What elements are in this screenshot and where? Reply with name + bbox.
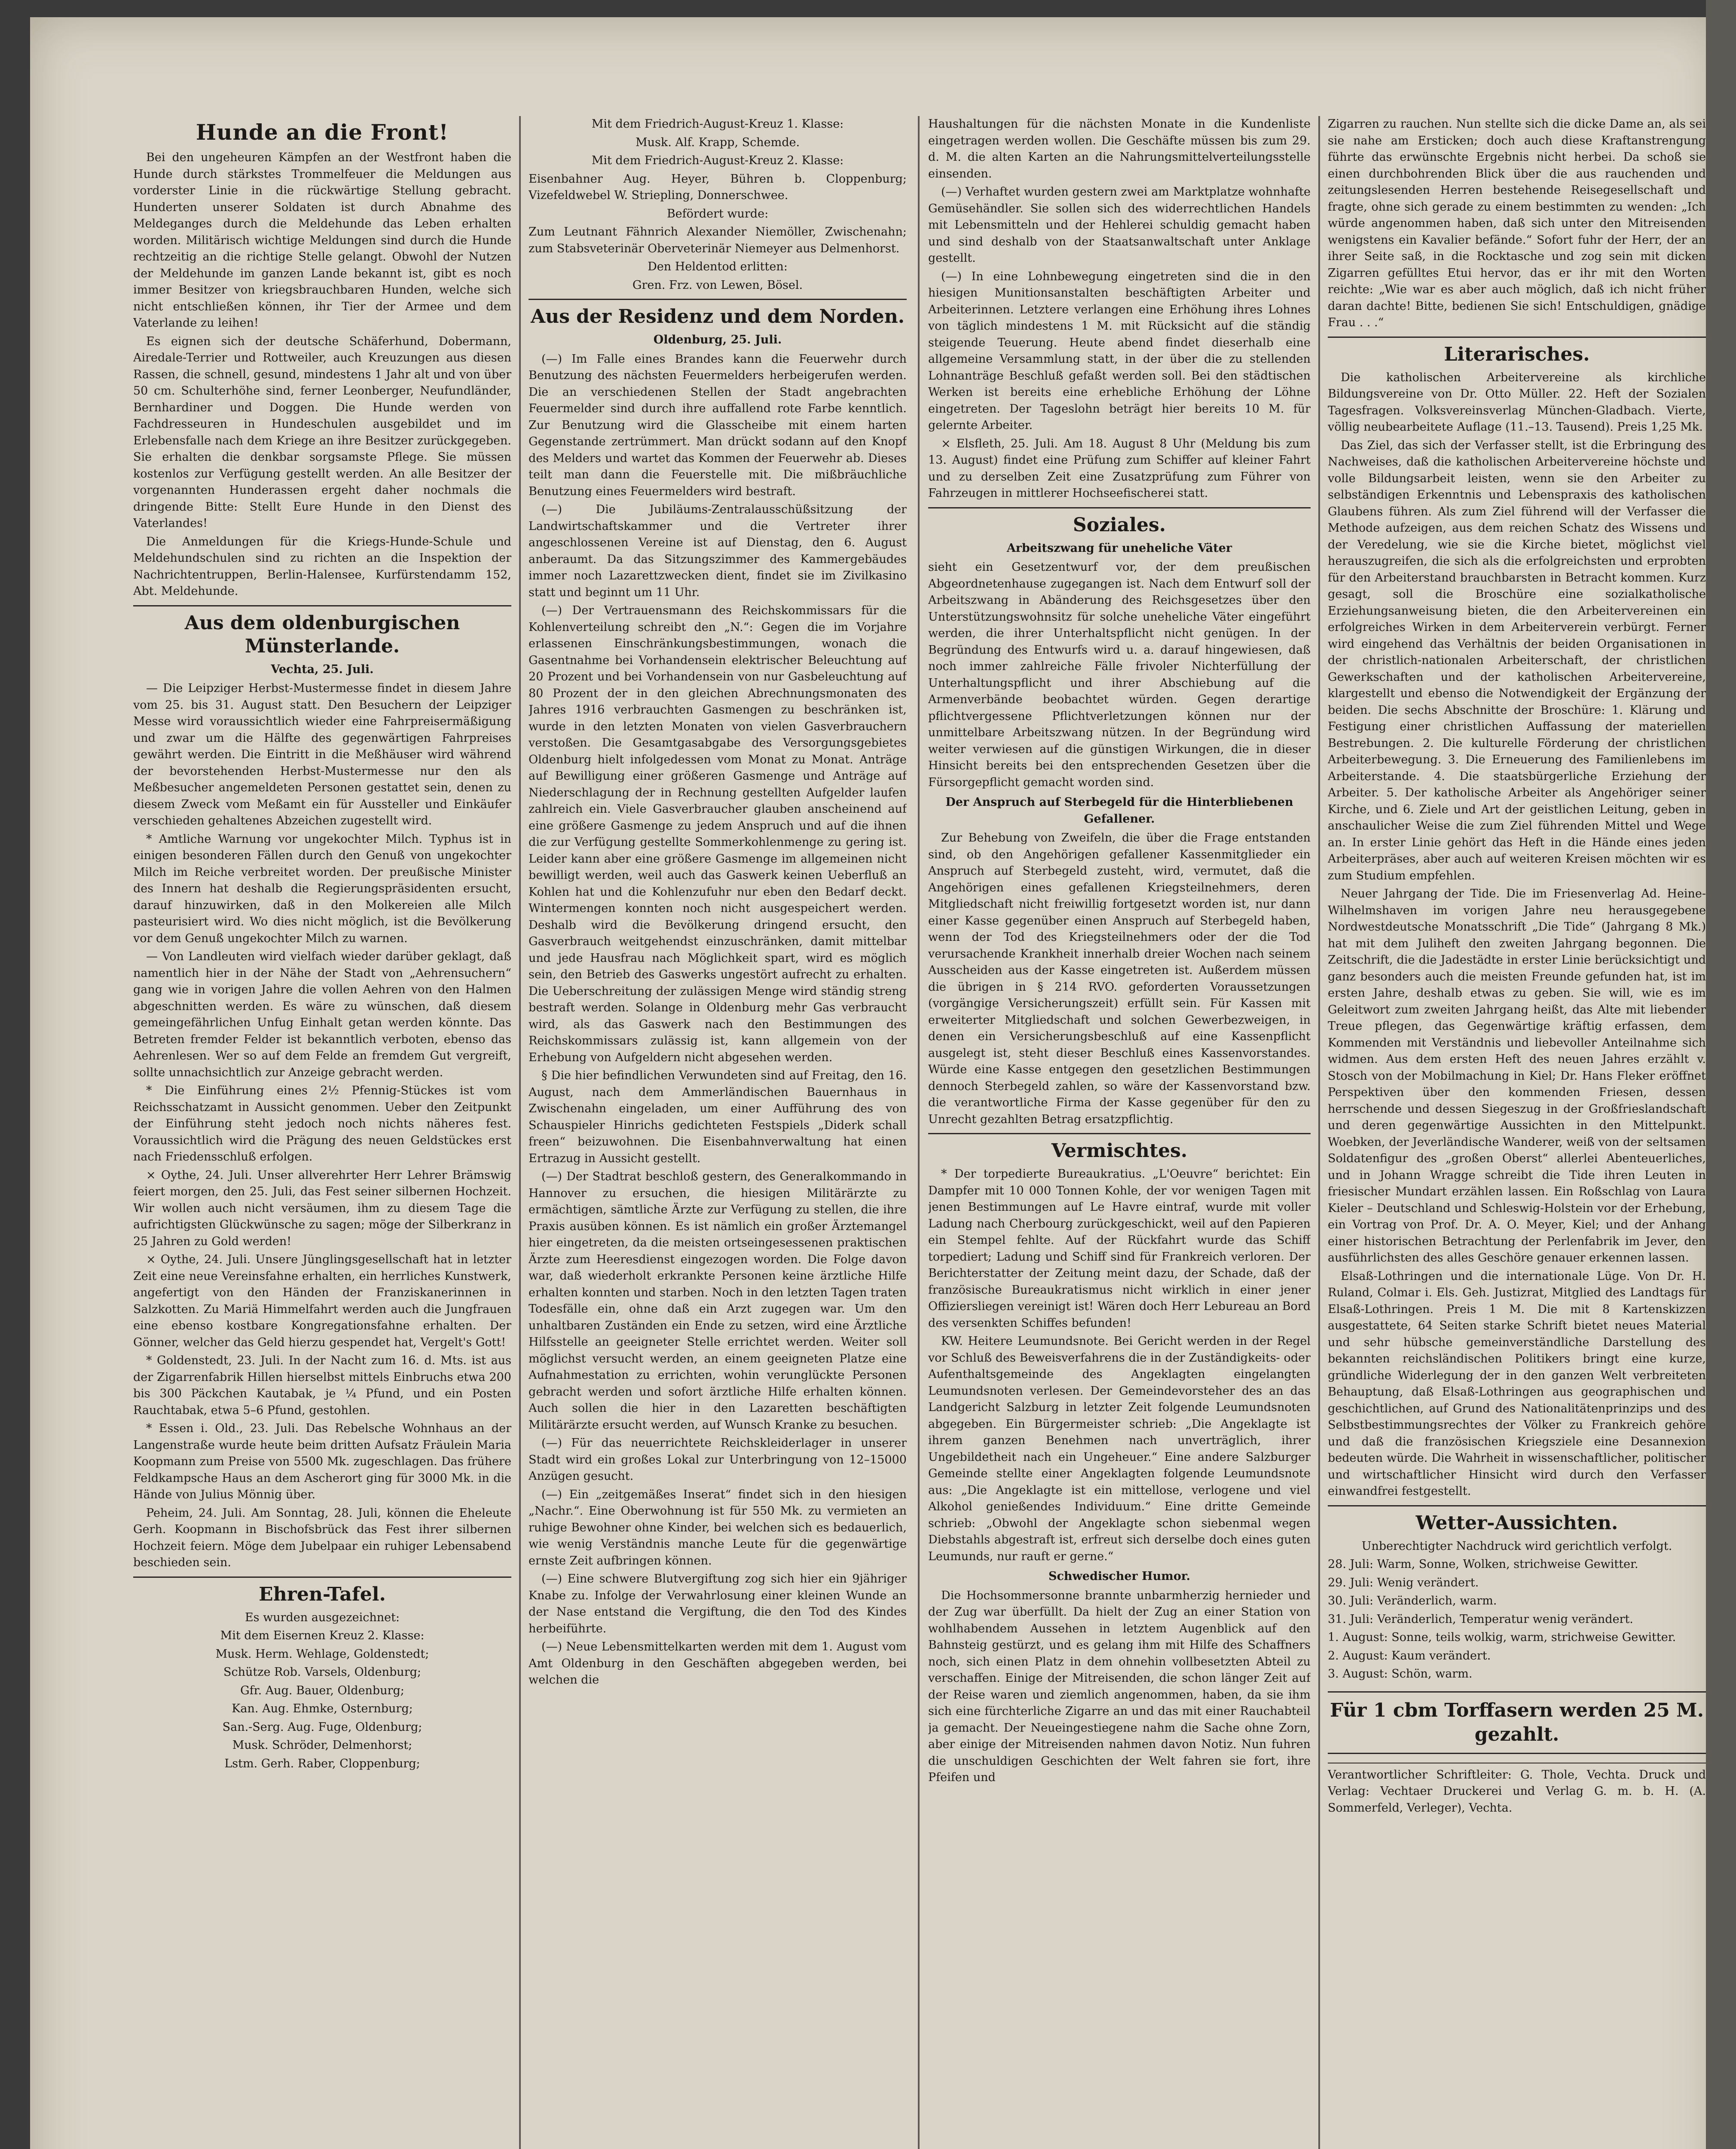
paragraph: × Elsfleth, 25. Juli. Am 18. August 8 Uhr (Meldung bis zum 13. August) findet eine Prüfung zum Schiffer auf kleiner Fahrt und zu derselben Zeit eine Zusatzprüfung zum Führer von Fahrzeugen in mittlerer Hochseefischerei statt. [928,437,1311,500]
honor-line: Gren. Frz. von Lewen, Bösel. [632,278,803,292]
honor-line: Befördert wurde: [666,207,769,220]
advertisement-torffasern: Für 1 cbm Torffasern werden 25 M. gezahlt. [1328,1691,1706,1754]
divider [529,299,907,300]
paragraph: — Von Landleuten wird vielfach wieder darüber geklagt, daß namentlich hier in der Nähe der Stadt von „Aehrensuchern“ gang wie in vorigen Jahre die vollen Aehren von den Halmen abgeschnitten werden. Es wäre zu wünschen, daß diesem gemeingefährlichen Unfug Einhalt getan werden könnte. Das Betreten fremder Felder ist bekanntlich verboten, ebenso das Aehrenlesen. Wer so auf dem Felde an fremdem Gut vergreift, sollte unnachsichtlich zur Anzeige gebracht werden. [133,950,511,1079]
paragraph: (—) Eine schwere Blutvergiftung zog sich hier ein 9jähriger Knabe zu. Infolge der Verwahrlosung einer kleinen Wunde an der Nase entstand die Vergiftung, die den Tod des Kindes herbeiführte. [529,1572,907,1635]
weather-row: 29. Juli: Wenig verändert. [1328,1576,1479,1589]
column-4 [1328,116,1706,2149]
honor-line: San.-Serg. Aug. Fuge, Oldenburg; [222,1720,422,1734]
paragraph: Zigarren zu rauchen. Nun stellte sich die dicke Dame an, als sei sie nahe am Ersticken; doch auch diese Kraftanstrengung führte das erwünschte Ergebnis nicht herbei. Da schoß sie einen durchbohrenden Blick über die aus rauchenden und zeitungslesenden Herren bestehende Reisegesellschaft und fragte, ohne sich gerade zu einem bestimmten zu wenden: „Ich würde angenommen haben, daß sich unter den Mitreisenden wenigstens ein Kavalier befände.“ Sofort fuhr der Herr, der an ihrer Seite saß, in die Rocktasche und zog sein mit dicken Zigarren gefülltes Etui hervor, das er ihr mit den Worten reichte: „Wie war es aber auch möglich, daß ich nicht früher daran dachte! Bitte, bedienen Sie sich! Entschuldigen, gnädige Frau . . .“ [1328,117,1706,329]
scan-edge [1706,0,1736,2149]
section-heading-vermischtes: Vermischtes. [1051,1140,1188,1162]
headline-hunde: Hunde an die Front! [196,119,449,145]
paragraph: * Amtliche Warnung vor ungekochter Milch. Typhus ist in einigen besonderen Fällen durch den Genuß von ungekochter Milch im Reiche verbreitet worden. Der preußische Minister des Innern hat deshalb die Regierungspräsidenten ersucht, darauf hinzuwirken, daß in den Molkereien alle Milch pasteurisiert wird. Wo dies nicht möglich, ist die Bevölkerung vor dem Genuß ungekochter Milch zu warnen. [133,832,511,945]
paragraph: × Oythe, 24. Juli. Unser allverehrter Herr Lehrer Brämswig feiert morgen, den 25. Juli, das Fest seiner silbernen Hochzeit. Wir wollen auch nicht versäumen, ihm zu diesem Tage die aufrichtigsten Glückwünsche zu sagen; möge der Silberkranz in 25 Jahren zu Gold werden! [133,1168,511,1248]
weather-row: 30. Juli: Veränderlich, warm. [1328,1594,1497,1607]
honor-line: Gfr. Aug. Bauer, Oldenburg; [240,1684,404,1697]
weather-row: 31. Juli: Veränderlich, Temperatur wenig verändert. [1328,1612,1633,1626]
paragraph: KW. Heitere Leumundsnote. Bei Gericht werden in der Regel vor Schluß des Beweisverfahrens die in der Zuständigkeits- oder Aufenthaltsgemeinde des Angeklagten eingelangten Leumundsnoten verlesen. Der Gemeindevorsteher des an das Landgericht Salzburg in letzter Zeit folgende Leumundsnoten abgegeben. Ein Bürgermeister schrieb: „Die Angeklagte ist ihrem ganzen Benehmen nach unverträglich, ihrer Ungebildetheit nach ein Ungeheuer.“ Eine andere Salzburger Gemeinde stellte einer Angeklagten folgende Leumundsnote aus: „Die Angeklagte ist ein mittellose, verlogene und viel Alkohol genießendes Individuum.“ Eine dritte Gemeinde schrieb: „Obwohl der Angeklagte schon siebenmal wegen Diebstahls abgestraft ist, erfreut sich derselbe doch eines guten Leumunds, nur rauft er gerne.“ [928,1335,1311,1563]
paragraph: Bei den ungeheuren Kämpfen an der Westfront haben die Hunde durch stärkstes Trommelfeuer die Meldungen aus vorderster Linie in die rückwärtige Stellung gebracht. Hunderten unserer Soldaten ist durch Abnahme des Meldeganges durch die Meldehunde das Leben erhalten worden. Militärisch wichtige Meldungen sind durch die Hunde rechtzeitig an die richtige Stelle gelangt. Obwohl der Nutzen der Meldehunde im ganzen Lande bekannt ist, gibt es noch immer Besitzer von kriegsbrauchbaren Hunden, welche sich nicht entschließen können, ihr Tier der Armee und dem Vaterlande zu leihen! [133,151,511,330]
divider [928,507,1311,508]
paragraph: Es eignen sich der deutsche Schäferhund, Dobermann, Airedale-Terrier und Rottweiler, auch Kreuzungen aus diesen Rassen, die schnell, gesund, mindestens 1 Jahr alt und von über 50 cm. Schulterhöhe sind, ferner Leonberger, Neufundländer, Bernhardiner und Doggen. Die Hunde werden von Fachdresseuren in Hundeschulen ausgebildet und im Erlebensfalle nach dem Kriege an ihre Besitzer zurückgegeben. Sie erhalten die denkbar sorgsamste Pflege. Sie müssen kostenlos zur Verfügung gestellt werden. An alle Besitzer der vorgenannten Hunderassen ergeht daher nochmals die dringende Bitte: Stellt Eure Hunde in den Dienst des Vaterlandes! [133,334,511,530]
honor-line: Kan. Aug. Ehmke, Osternburg; [232,1702,413,1715]
column-2 [529,116,907,2149]
paragraph: * Essen i. Old., 23. Juli. Das Rebelsche Wohnhaus an der Langenstraße wurde heute beim dritten Aufsatz Fräulein Maria Koopmann zum Preise von 5500 Mk. zugeschlagen. Das frühere Feldkampsche Haus an dem Ascherort ging für 3000 Mk. in die Hände von Julius Mönnig über. [133,1422,511,1501]
divider [133,1577,511,1578]
column-rule [1318,116,1320,2149]
dateline: Oldenburg, 25. Juli. [653,333,782,346]
paragraph: sieht ein Gesetzentwurf vor, der dem preußischen Abgeordnetenhause zugegangen ist. Nach dem Entwurf soll der Arbeitszwang in Abänderung des Reichsgesetzes über den Unterstützungswohnsitz für solche uneheliche Väter eingeführt werden, die ihrer Unterhaltspflicht nicht genügen. In der Begründung des Entwurfs wird u. a. darauf hingewiesen, daß noch immer zahlreiche Fälle frivoler Nichterfüllung der Unterhaltungspflicht und ihrer Abschiebung auf die Armenverbände beobachtet würden. Gegen derartige pflichtvergessene Pflichtverletzungen können nur der unmittelbare Arbeitszwang nützen. In der Begründung wird weiter verwiesen auf die günstigen Wirkungen, die in dieser Hinsicht bereits bei den entsprechenden Gesetzen über die Fürsorgepflicht gemacht worden sind. [928,560,1311,789]
section-heading-soziales: Soziales. [1073,514,1166,536]
paragraph: (—) Die Jubiläums-Zentralausschüßsitzung der Landwirtschaftskammer und die Vertreter ihrer angeschlossenen Vereine ist auf Dienstag, den 6. August anberaumt. Da das Sitzungszimmer des Kammergebäudes immer noch Lazarettzwecken dient, findet sie im Zivilkasino statt und beginnt um 11 Uhr. [529,503,907,599]
column-rule [519,116,521,2149]
imprint: Verantwortlicher Schriftleiter: G. Thole, Vechta. Druck und Verlag: Vechtaer Druckerei und Verlag G. m. b. H. (A. Sommerfeld, Verleger), Vechta. [1328,1763,1706,1817]
weather-row: 1. August: Sonne, teils wolkig, warm, strichweise Gewitter. [1328,1631,1676,1644]
honor-line: Mit dem Friedrich-August-Kreuz 1. Klasse: [591,117,844,131]
paragraph: (—) Für das neuerrichtete Reichskleiderlager in unserer Stadt wird ein großes Lokal zur Unterbringung von 12–15000 Anzügen gesucht. [529,1436,907,1483]
honor-line: Zum Leutnant Fähnrich Alexander Niemöller, Zwischenahn; zum Stabsveterinär Oberveterinär Niemeyer aus Delmenhorst. [529,225,907,255]
column-rule [918,116,920,2149]
subheading: Arbeitszwang für uneheliche Väter [1006,541,1232,555]
section-heading-ehrentafel: Ehren-Tafel. [259,1583,386,1605]
subheading: Schwedischer Humor. [1048,1570,1191,1583]
honor-line: Den Heldentod erlitten: [648,260,788,273]
paragraph: (—) Der Vertrauensmann des Reichskommissars für die Kohlenverteilung schreibt den „N.“: Gegen die im Vorjahre erlassenen Einschränkungsbestimmungen, wonach die Gasentnahme bei Vorhandensein elektrischer Beleuchtung auf 20 Prozent und bei Vorhandensein von nur Gasbeleuchtung auf 80 Prozent der in den gleichen Abrechnungsmonaten des Jahres 1916 verbrauchten Gasmengen zu beschränken ist, wurde in den letzten Monaten von vielen Gasverbrauchern verstoßen. Die Gesamtgasabgabe des Versorgungsgebietes Oldenburg hielt infolgedessen vom Monat zu Monat. Anträge auf Bewilligung einer größeren Gasmenge und Anträge auf Niederschlagung der in Rechnung gestellten Aufgelder laufen zahlreich ein. Viele Gasverbraucher glauben anscheinend auf eine größere Gasmenge zu jedem Anspruch und auf die ihnen die zur Verfügung gestellte Sommerkohlenmenge zu gering ist. Leider kann aber eine größere Gasmenge im allgemeinen nicht bewilligt werden, weil auch das Gaswerk keinen Ueberfluß an Kohlen hat und die Kohlenzufuhr nur eben den Bedarf deckt. Wintermengen konnten noch nicht ausgespeichert werden. Deshalb wird die Bevölkerung dringend ersucht, den Gasverbrauch weitgehendst einzuschränken, damit mittelbar und jede Hausfrau nach Möglichkeit spart, wird es möglich sein, den Betrieb des Gaswerks ungestört aufrecht zu erhalten. Die Ueberschreitung der zulässigen Menge wird ständig streng bestraft werden. Solange in Oldenburg mehr Gas verbraucht wird, als das Gaswerk nach den Bestimmungen des Reichskommissars zulässig ist, kann allgemein von der Erhebung von Aufgeldern nicht abgesehen werden. [529,604,907,1064]
paragraph: Die Anmeldungen für die Kriegs-Hunde-Schule und Meldehundschulen sind zu richten an die Inspektion der Nachrichtentruppen, Berlin-Halensee, Kurfürstendamm 152, Abt. Meldehunde. [133,535,511,598]
paragraph: (—) Ein „zeitgemäßes Inserat“ findet sich in den hiesigen „Nachr.“. Eine Oberwohnung ist für 550 Mk. zu vermieten an ruhige Bewohner ohne Kinder, bei welchen sich es bedauerlich, wie wenig Verständnis manche Leute für die gegenwärtige ernste Zeit aufbringen können. [529,1488,907,1567]
honor-line: Mit dem Friedrich-August-Kreuz 2. Klasse: [591,154,844,167]
paragraph: Peheim, 24. Juli. Am Sonntag, 28. Juli, können die Eheleute Gerh. Koopmann in Bischofsbrück das Fest ihrer silbernen Hochzeit feiern. Möge dem Jubelpaar ein ruhiger Lebensabend beschieden sein. [133,1506,511,1569]
section-heading-wetter: Wetter-Aussichten. [1415,1512,1618,1534]
paragraph: (—) In eine Lohnbewegung eingetreten sind die in den hiesigen Munitionsanstalten beschäftigten Arbeiter und Arbeiterinnen. Letztere verlangen eine Erhöhung ihres Lohnes von täglich mindestens 1 M. mit Rücksicht auf die ständig steigende Teuerung. Heute abend findet dieserhalb eine allgemeine Versammlung statt, in der über die zu stellenden Lohnanträge Beschluß gefaßt werden soll. Bei den städtischen Werken ist bereits eine erhebliche Erhöhung der Löhne eingetreten. Der Tageslohn beträgt hier bereits 10 M. für gelernte Arbeiter. [928,269,1311,432]
paragraph: Die Hochsommersonne brannte unbarmherzig hernieder und der Zug war überfüllt. Da hielt der Zug an einer Station von wohlhabendem Aussehen in letztem Augenblick auf den Bahnsteig gestürzt, und es gelang ihm mit Hilfe des Schaffners noch, sich einen Platz in dem ohnehin vollbesetzten Abteil zu verschaffen. Einige der Mitreisenden, die schon länger Zeit auf der Reise waren und ziemlich angenommen, haben, da sie ihm sich eine fürchterliche Zigarre an und das mit einer Rauchabteil ja gemacht. Der Neueingestiegene nahm die Sache ohne Zorn, aber einige der Mitreisenden nahmen davon Notiz. Nun fuhren die unschuldigen Geschichten der Welt fahren sie fort, ihre Pfeifen und [928,1589,1311,1784]
divider [928,1133,1311,1134]
section-heading-muensterland: Aus dem oldenburgischen Münsterlande. [184,612,460,657]
paragraph: Das Ziel, das sich der Verfasser stellt, ist die Erbringung des Nachweises, daß die katholischen Arbeitervereine höchste und volle Bildungsarbeit leisten, wenn sie den Arbeiter zu selbständigen Erkenntnis und Lebenspraxis des katholischen Glaubens führen. Als zum Ziel führend will der Verfasser die Methode aufzeigen, aus dem reichen Schatz des Wissens und der Veredelung, wie sie die Kirche bietet, möglichst viel herauszugreifen, die sich als die erfolgreichsten und erprobten für den Arbeiterstand brauchbarsten in Betracht kommen. Kurz gesagt, soll die Broschüre eine sozialkatholische Erziehungsanweisung bieten, die den Arbeitervereinen ein erfolgreiches Wirken in dem Arbeiterverein verbürgt. Ferner wird eingehend das Verhältnis der beiden Organisationen in der christlich-nationalen Arbeiterschaft, der christlichen Gewerkschaften und der katholischen Arbeitervereine, klargestellt und ebenso die Notwendigkeit der Ergänzung der beiden. Die sechs Abschnitte der Broschüre: 1. Klärung und Festigung einer christlichen Auffassung der materiellen Bestrebungen. 2. Die kulturelle Förderung der christlichen Arbeiterbewegung. 3. Die Erneuerung des Familienlebens im Arbeiterstande. 4. Die staatsbürgerliche Erziehung der Arbeiter. 5. Der katholische Arbeiter als Angehöriger seiner Kirche, und 6. Ziele und Art der geistlichen Leitung, geben in anschaulicher Weise die zum Ziel führenden Mittel und Wege an. In erster Linie gehört das Heft in die Hände eines jeden Arbeiterpräses, aber auch auf weiteren Kreisen möchten wir es zum Studium empfehlen. [1328,438,1706,882]
honor-line: Mit dem Eisernen Kreuz 2. Klasse: [220,1629,425,1642]
divider [1328,337,1706,338]
paragraph: (—) Neue Lebensmittelkarten werden mit dem 1. August vom Amt Oldenburg in den Geschäften abgegeben werden, bei welchen die [529,1640,907,1687]
honor-line: Lstm. Gerh. Raber, Cloppenburg; [224,1757,420,1770]
honor-line: Musk. Herm. Wehlage, Goldenstedt; [215,1647,429,1661]
dateline: Vechta, 25. Juli. [271,662,374,676]
honor-line: Eisenbahner Aug. Heyer, Bühren b. Cloppenburg; Vizefeldwebel W. Striepling, Donnerschwee. [529,172,907,202]
honor-line: Musk. Schröder, Delmenhorst; [232,1739,413,1752]
section-heading-residenz: Aus der Residenz und dem Norden. [530,306,905,328]
divider [133,605,511,606]
paragraph: — Die Leipziger Herbst-Mustermesse findet in diesem Jahre vom 25. bis 31. August statt. Den Besuchern der Leipziger Messe wird voraussichtlich wieder eine Fahrpreisermäßigung und zwar um die Hälfte des gegenwärtigen Fahrpreises gewährt werden. Die Eintritt in die Meßhäuser wird während der bevorstehenden Herbst-Mustermesse nur den als Meßbesucher angemeldeten Personen gestattet sein, denen zu diesem Zweck vom Meßamt ein für Aussteller und Einkäufer verschieden gehaltenes Abzeichen zugestellt wird. [133,682,511,827]
weather-note: Unberechtigter Nachdruck wird gerichtlich verfolgt. [1361,1539,1672,1553]
column-1 [133,116,511,2149]
weather-row: 3. August: Schön, warm. [1328,1667,1473,1681]
newspaper-page [30,17,1719,2149]
paragraph: (—) Verhaftet wurden gestern zwei am Marktplatze wohnhafte Gemüsehändler. Sie sollen sich des widerrechtlichen Handels mit Lebensmitteln und der Hehlerei schuldig gemacht haben und sind deshalb von der Staatsanwaltschaft unter Anklage gestellt. [928,185,1311,265]
column-3 [928,116,1311,2149]
honor-line: Musk. Alf. Krapp, Schemde. [635,135,800,149]
subheading: Der Anspruch auf Sterbegeld für die Hinterbliebenen Gefallener. [945,796,1293,826]
section-heading-literarisches: Literarisches. [1444,343,1590,365]
weather-row: 28. Juli: Warm, Sonne, Wolken, strichweise Gewitter. [1328,1558,1638,1571]
honor-line: Schütze Rob. Varsels, Oldenburg; [223,1665,421,1679]
divider [1328,1505,1706,1506]
paragraph: * Goldenstedt, 23. Juli. In der Nacht zum 16. d. Mts. ist aus der Zigarrenfabrik Hillen hierselbst mittels Einbruchs etwa 200 bis 300 Päckchen Kautabak, je ¼ Pfund, und ein Posten Rauchtabak, etwa 5–6 Pfund, gestohlen. [133,1354,511,1417]
paragraph: (—) Der Stadtrat beschloß gestern, des Generalkommando in Hannover zu ersuchen, die hiesigen Militärärzte zu ermächtigen, sämtliche Ärzte zur Verfügung zu stellen, die ihre Praxis ausüben können. Es ist nämlich ein großer Ärztemangel hier eingetreten, da die meisten ortseingesessenen praktischen Ärzte zum Heeresdienst eingezogen worden. Die Folge davon war, daß wiederholt erkrankte Personen keine ärztliche Hilfe erhalten konnten und starben. Noch in den letzten Tagen traten Todesfälle ein, ohne daß ein Arzt zugegen war. Um den unhaltbaren Zuständen ein Ende zu setzen, wird eine Ärztliche Hilfsstelle an geeigneter Stelle errichtet werden. Weiter soll möglichst versucht werden, an einem geeigneten Platze eine Aufnahmestation zu errichten, wohin verunglückte Personen gebracht werden und sofort ärztliche Hilfe erhalten können. Auch sollen die hier in den Lazaretten beschäftigten Militärärzte ersucht werden, auf Wunsch Kranke zu besuchen. [529,1170,907,1432]
paragraph: * Der torpedierte Bureaukratius. „L'Oeuvre“ berichtet: Ein Dampfer mit 10 000 Tonnen Kohle, der vor wenigen Tagen mit jenen Bestimmungen auf Le Havre eintraf, wurde mit voller Ladung nach Cherbourg zurückgeschickt, weil auf den Papieren ein Stempel fehlte. Auf der Rückfahrt wurde das Schiff torpediert; Ladung und Schiff sind für Frankreich verloren. Der Berichterstatter der Zeitung meint dazu, der Schade, daß der französische Bureaukratismus nicht wirklich in einer jener Offiziersliegen vereinigt ist! Wären doch Herr Lebureau an Bord des versenkten Schiffes befunden! [928,1167,1311,1330]
paragraph: * Die Einführung eines 2½ Pfennig-Stückes ist vom Reichsschatzamt in Aussicht genommen. Ueber den Zeitpunkt der Einführung steht jedoch noch nichts näheres fest. Voraussichtlich wird die Prägung des neuen Geldstückes erst nach Friedensschluß erfolgen. [133,1084,511,1163]
paragraph: (—) Im Falle eines Brandes kann die Feuerwehr durch Benutzung des nächsten Feuermelders herbeigerufen werden. Die an verschiedenen Stellen der Stadt angebrachten Feuermelder sind durch ihre auffallend rote Farbe kenntlich. Zur Benutzung wird die Glasscheibe mit einem harten Gegenstande zertrümmert. Man drückt sodann auf den Knopf des Melders und wartet das Kommen der Feuerwehr ab. Dieses teilt man dann die Feuerstelle mit. Die mißbräuchliche Benutzung eines Feuermelders wird bestraft. [529,352,907,498]
paragraph: Neuer Jahrgang der Tide. Die im Friesenverlag Ad. Heine-Wilhelmshaven im vorigen Jahre neu herausgegebene Nordwestdeutsche Monatsschrift „Die Tide“ (Jahrgang 8 Mk.) hat mit dem Juliheft den zweiten Jahrgang begonnen. Die Zeitschrift, die die Jadestädte in erster Linie berücksichtigt und ganz besonders auch die meisten Freunde gefunden hat, ist im ersten Jahre, deshalb etwas zu geben. Sie will, wie es im Geleitwort zum zweiten Jahrgang heißt, das Alte mit liebender Treue pflegen, das Gegenwärtige kräftig erfassen, dem Kommenden mit Verständnis und liebevoller Anteilnahme sich widmen. Aus dem ersten Heft des neuen Jahres erzählt v. Stosch von der Mobilmachung in Kiel; Dr. Hans Fleker eröffnet Perspektiven über den kommenden Friesen, dessen herrschende und dessen Siegeszug in der Großfrieslandschaft und deren gegenwärtige Aussichten in den Mittelpunkt. Woebken, der Jeverländische Wanderer, weiß von der seltsamen Soldatenfigur des „großen Oberst“ allerlei Abenteuerliches, und in Johann Wragge schreibt die Tide ihren Leuten in friesischer Mundart erzählen lassen. Ein Roßschlag von Laura Kieler – Deutschland und Schleswig-Holstein vor der Erhebung, ein Vortrag von Prof. Dr. A. O. Meyer, Kiel; und der Anhang einer historischen Betrachtung der Perlenfabrik im Jever, den ausführlichsten des alles Geschöre genauer erkennen lassen. [1328,887,1706,1264]
paragraph: Haushaltungen für die nächsten Monate in die Kundenliste eingetragen werden wollen. Die Geschäfte müssen bis zum 29. d. M. die alten Karten an die Nahrungsmittelverteilungsstelle einsenden. [928,117,1311,181]
honor-line: Es wurden ausgezeichnet: [245,1610,400,1624]
weather-row: 2. August: Kaum verändert. [1328,1649,1491,1662]
paragraph: Elsaß-Lothringen und die internationale Lüge. Von Dr. H. Ruland, Colmar i. Els. Geh. Justizrat, Mitglied des Landtags für Elsaß-Lothringen. Preis 1 M. Die mit 8 Kartenskizzen ausgestattete, 64 Seiten starke Schrift bietet neues Material und sehr hübsche gemeinverständliche Darstellung des bekannten reichsländischen Politikers bringt eine kurze, gründliche Widerlegung der in den ganzen Welt verbreiteten Behauptung, daß Elsaß-Lothringen aus geographischen und geschichtlichen, auf Grund des Nationalitätenprinzips und des Selbstbestimmungsrechtes der Völker zu Frankreich gehöre und daß die französischen Kriegsziele eine Desannexion bedeuten würde. Die Wahrheit in wissenschaftlicher, politischer und wirtschaftlicher Hinsicht wird durch den Verfasser einwandfrei festgestellt. [1328,1269,1706,1498]
paragraph: Zur Behebung von Zweifeln, die über die Frage entstanden sind, ob den Angehörigen gefallener Kassenmitglieder ein Anspruch auf Sterbegeld zusteht, wird, vermutet, daß die Angehörigen eines gefallenen Kriegsteilnehmers, deren Mitgliedschaft nicht freiwillig fortgesetzt worden ist, nur dann einer Kasse gegenüber einen Anspruch auf Sterbegeld haben, wenn der Tod des Kriegsteilnehmers oder der die Tod verursachende Krankheit innerhalb dreier Wochen nach seinem Ausscheiden aus der Kasse eingetreten ist. Außerdem müssen die übrigen in § 214 RVO. geforderten Voraussetzungen (vorgängige Versicherungszeit) erfüllt sein. Für Kassen mit erweiterter Mitgliedschaft und solchen Gewerbezweigen, in denen ein Versicherungsbeschluß auf eine Kassenpflicht ausgelegt ist, steht dieser Beschluß eines Kassenvorstandes. Würde eine Kasse entgegen den gesetzlichen Bestimmungen dennoch Sterbegeld zahlen, so wäre der Kassenvorstand bzw. die verantwortliche Firma der Kasse gegenüber für den zu Unrecht gezahlten Betrag ersatzpflichtig. [928,831,1311,1126]
paragraph: § Die hier befindlichen Verwundeten sind auf Freitag, den 16. August, nach dem Ammerländischen Bauernhaus in Zwischenahn eingeladen, um einer Aufführung des von Schauspieler Hinrichs gedichteten Festspiels „Diderk schall freen“ beizuwohnen. Die Eisenbahnverwaltung hat einen Ertrazug in Aussicht gestellt. [529,1069,907,1165]
paragraph: Die katholischen Arbeitervereine als kirchliche Bildungsvereine von Dr. Otto Müller. 22. Heft der Sozialen Tagesfragen. Volksvereinsverlag München-Gladbach. Vierte, völlig neubearbeitete Auflage (11.–13. Tausend). Preis 1,25 Mk. [1328,370,1706,434]
paragraph: × Oythe, 24. Juli. Unsere Jünglingsgesellschaft hat in letzter Zeit eine neue Vereinsfahne erhalten, ein herrliches Kunstwerk, angefertigt von den Händen der Franziskanerinnen in Salzkotten. Zu Mariä Himmelfahrt werden auch die Jungfrauen eine ebenso kostbare Kongregationsfahne erhalten. Der Gönner, welcher das Geld hierzu gespendet hat, Vergelt's Gott! [133,1253,511,1349]
